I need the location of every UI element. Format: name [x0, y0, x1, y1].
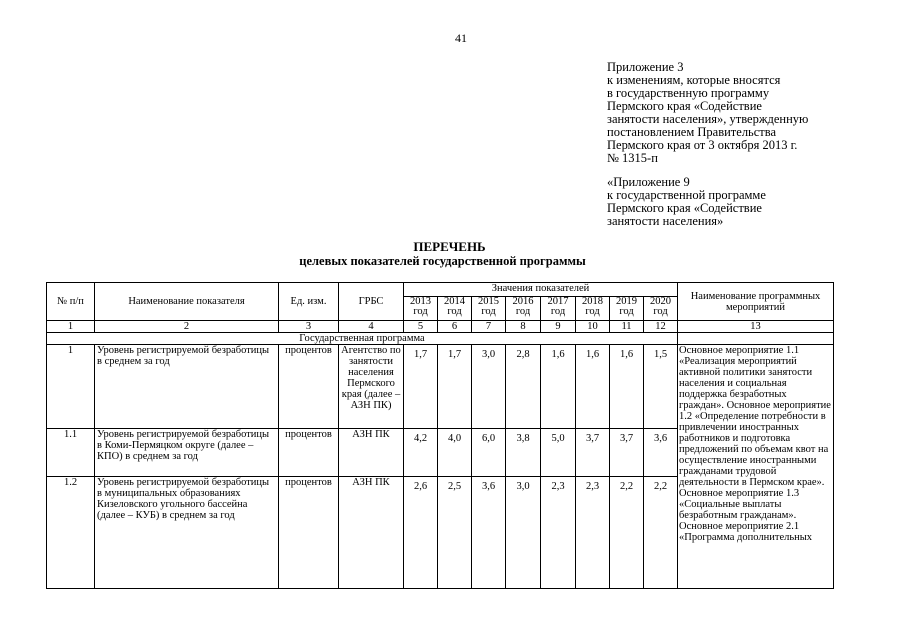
column-number: 6: [438, 321, 472, 333]
row-num: 1.1: [47, 429, 95, 477]
row-value: 3,0: [472, 345, 506, 429]
page-number: 41: [455, 31, 467, 45]
row-value: 5,0: [541, 429, 576, 477]
row-value: 2,5: [438, 477, 472, 589]
row-value: 1,6: [610, 345, 644, 429]
row-value: 1,6: [576, 345, 610, 429]
appendix-9-line: Пермского края «Содействие: [607, 201, 762, 215]
header-year: 2020 год: [644, 297, 678, 321]
document-subtitle: целевых показателей государственной программы: [299, 254, 586, 268]
row-name: Уровень регистрируемой безработицы в муниципальных образованиях Кизеловского угольного бассейна (далее – КУБ) в среднем за год: [95, 477, 279, 589]
appendix-3-line: Пермского края от 3 октября 2013 г.: [607, 138, 798, 152]
column-number: 7: [472, 321, 506, 333]
row-value: 2,3: [541, 477, 576, 589]
header-grbs: ГРБС: [339, 283, 404, 321]
row-value: 1,7: [438, 345, 472, 429]
appendix-9-line: к государственной программе: [607, 188, 766, 202]
row-unit: процентов: [279, 429, 339, 477]
appendix-3-line: в государственную программу: [607, 86, 770, 100]
row-unit: процентов: [279, 345, 339, 429]
header-year: 2015 год: [472, 297, 506, 321]
header-unit: Ед. изм.: [279, 283, 339, 321]
table-row: [47, 345, 834, 429]
column-number: 12: [644, 321, 678, 333]
section-row-empty: [678, 333, 834, 345]
column-number: 8: [506, 321, 541, 333]
row-value: 3,6: [644, 429, 678, 477]
row-value: 1,7: [404, 345, 438, 429]
appendix-9-line: «Приложение 9: [607, 175, 690, 189]
row-value: 1,5: [644, 345, 678, 429]
header-year: 2017 год: [541, 297, 576, 321]
header-year: 2014 год: [438, 297, 472, 321]
header-values: Значения показателей: [404, 283, 678, 297]
appendix-3-line: занятости населения», утвержденную: [607, 112, 809, 126]
header-name: Наименование показателя: [95, 283, 279, 321]
header-num: № п/п: [47, 283, 95, 321]
column-number: 2: [95, 321, 279, 333]
column-number: 4: [339, 321, 404, 333]
appendix-3-line: Приложение 3: [607, 60, 684, 74]
column-number: 13: [678, 321, 834, 333]
row-value: 6,0: [472, 429, 506, 477]
appendix-3-line: постановлением Правительства: [607, 125, 777, 139]
row-value: 3,6: [472, 477, 506, 589]
header-year: 2019 год: [610, 297, 644, 321]
row-value: 2,8: [506, 345, 541, 429]
row-value: 3,8: [506, 429, 541, 477]
row-value: 4,0: [438, 429, 472, 477]
column-number: 1: [47, 321, 95, 333]
header-year: 2018 год: [576, 297, 610, 321]
appendix-3-line: Пермского края «Содействие: [607, 99, 762, 113]
row-grbs: АЗН ПК: [339, 429, 404, 477]
section-row: Государственная программа: [47, 333, 678, 345]
row-num: 1: [47, 345, 95, 429]
row-value: 4,2: [404, 429, 438, 477]
program-measures: Основное мероприятие 1.1 «Реализация мероприятий активной политики занятости населения и социальная поддержка безработных граждан». Основное мероприятие 1.2 «Определение потребности в привлечении иностранных работников и подготовка предложений по объемам квот на осуществление иностранными гражданами трудовой деятельности в Пермском крае». Основное мероприятие 1.3 «Социальные выплаты безработным гражданам». Основное мероприятие 2.1 «Программа дополнительных: [678, 345, 834, 589]
appendix-3-line: № 1315-п: [607, 151, 658, 165]
header-year: 2016 год: [506, 297, 541, 321]
header-measures: Наименование программных мероприятий: [678, 283, 834, 321]
indicators-table: [46, 282, 834, 589]
row-name: Уровень регистрируемой безработицы в среднем за год: [95, 345, 279, 429]
row-grbs: Агентство по занятости населения Пермского края (далее – АЗН ПК): [339, 345, 404, 429]
row-value: 3,7: [576, 429, 610, 477]
column-number: 11: [610, 321, 644, 333]
appendix-9-line: занятости населения»: [607, 214, 724, 228]
row-value: 2,2: [644, 477, 678, 589]
column-number: 3: [279, 321, 339, 333]
row-name: Уровень регистрируемой безработицы в Коми-Пермяцком округе (далее – КПО) в среднем за год: [95, 429, 279, 477]
row-num: 1.2: [47, 477, 95, 589]
header-year: 2013 год: [404, 297, 438, 321]
column-number: 5: [404, 321, 438, 333]
appendix-3-block: [607, 61, 808, 165]
row-value: 1,6: [541, 345, 576, 429]
row-grbs: АЗН ПК: [339, 477, 404, 589]
appendix-3-line: к изменениям, которые вносятся: [607, 73, 781, 87]
column-number: 9: [541, 321, 576, 333]
row-value: 3,7: [610, 429, 644, 477]
column-number: 10: [576, 321, 610, 333]
document-title: ПЕРЕЧЕНЬ: [413, 239, 486, 254]
row-value: 3,0: [506, 477, 541, 589]
row-value: 2,6: [404, 477, 438, 589]
row-unit: процентов: [279, 477, 339, 589]
row-value: 2,2: [610, 477, 644, 589]
appendix-9-block: [607, 176, 766, 228]
row-value: 2,3: [576, 477, 610, 589]
